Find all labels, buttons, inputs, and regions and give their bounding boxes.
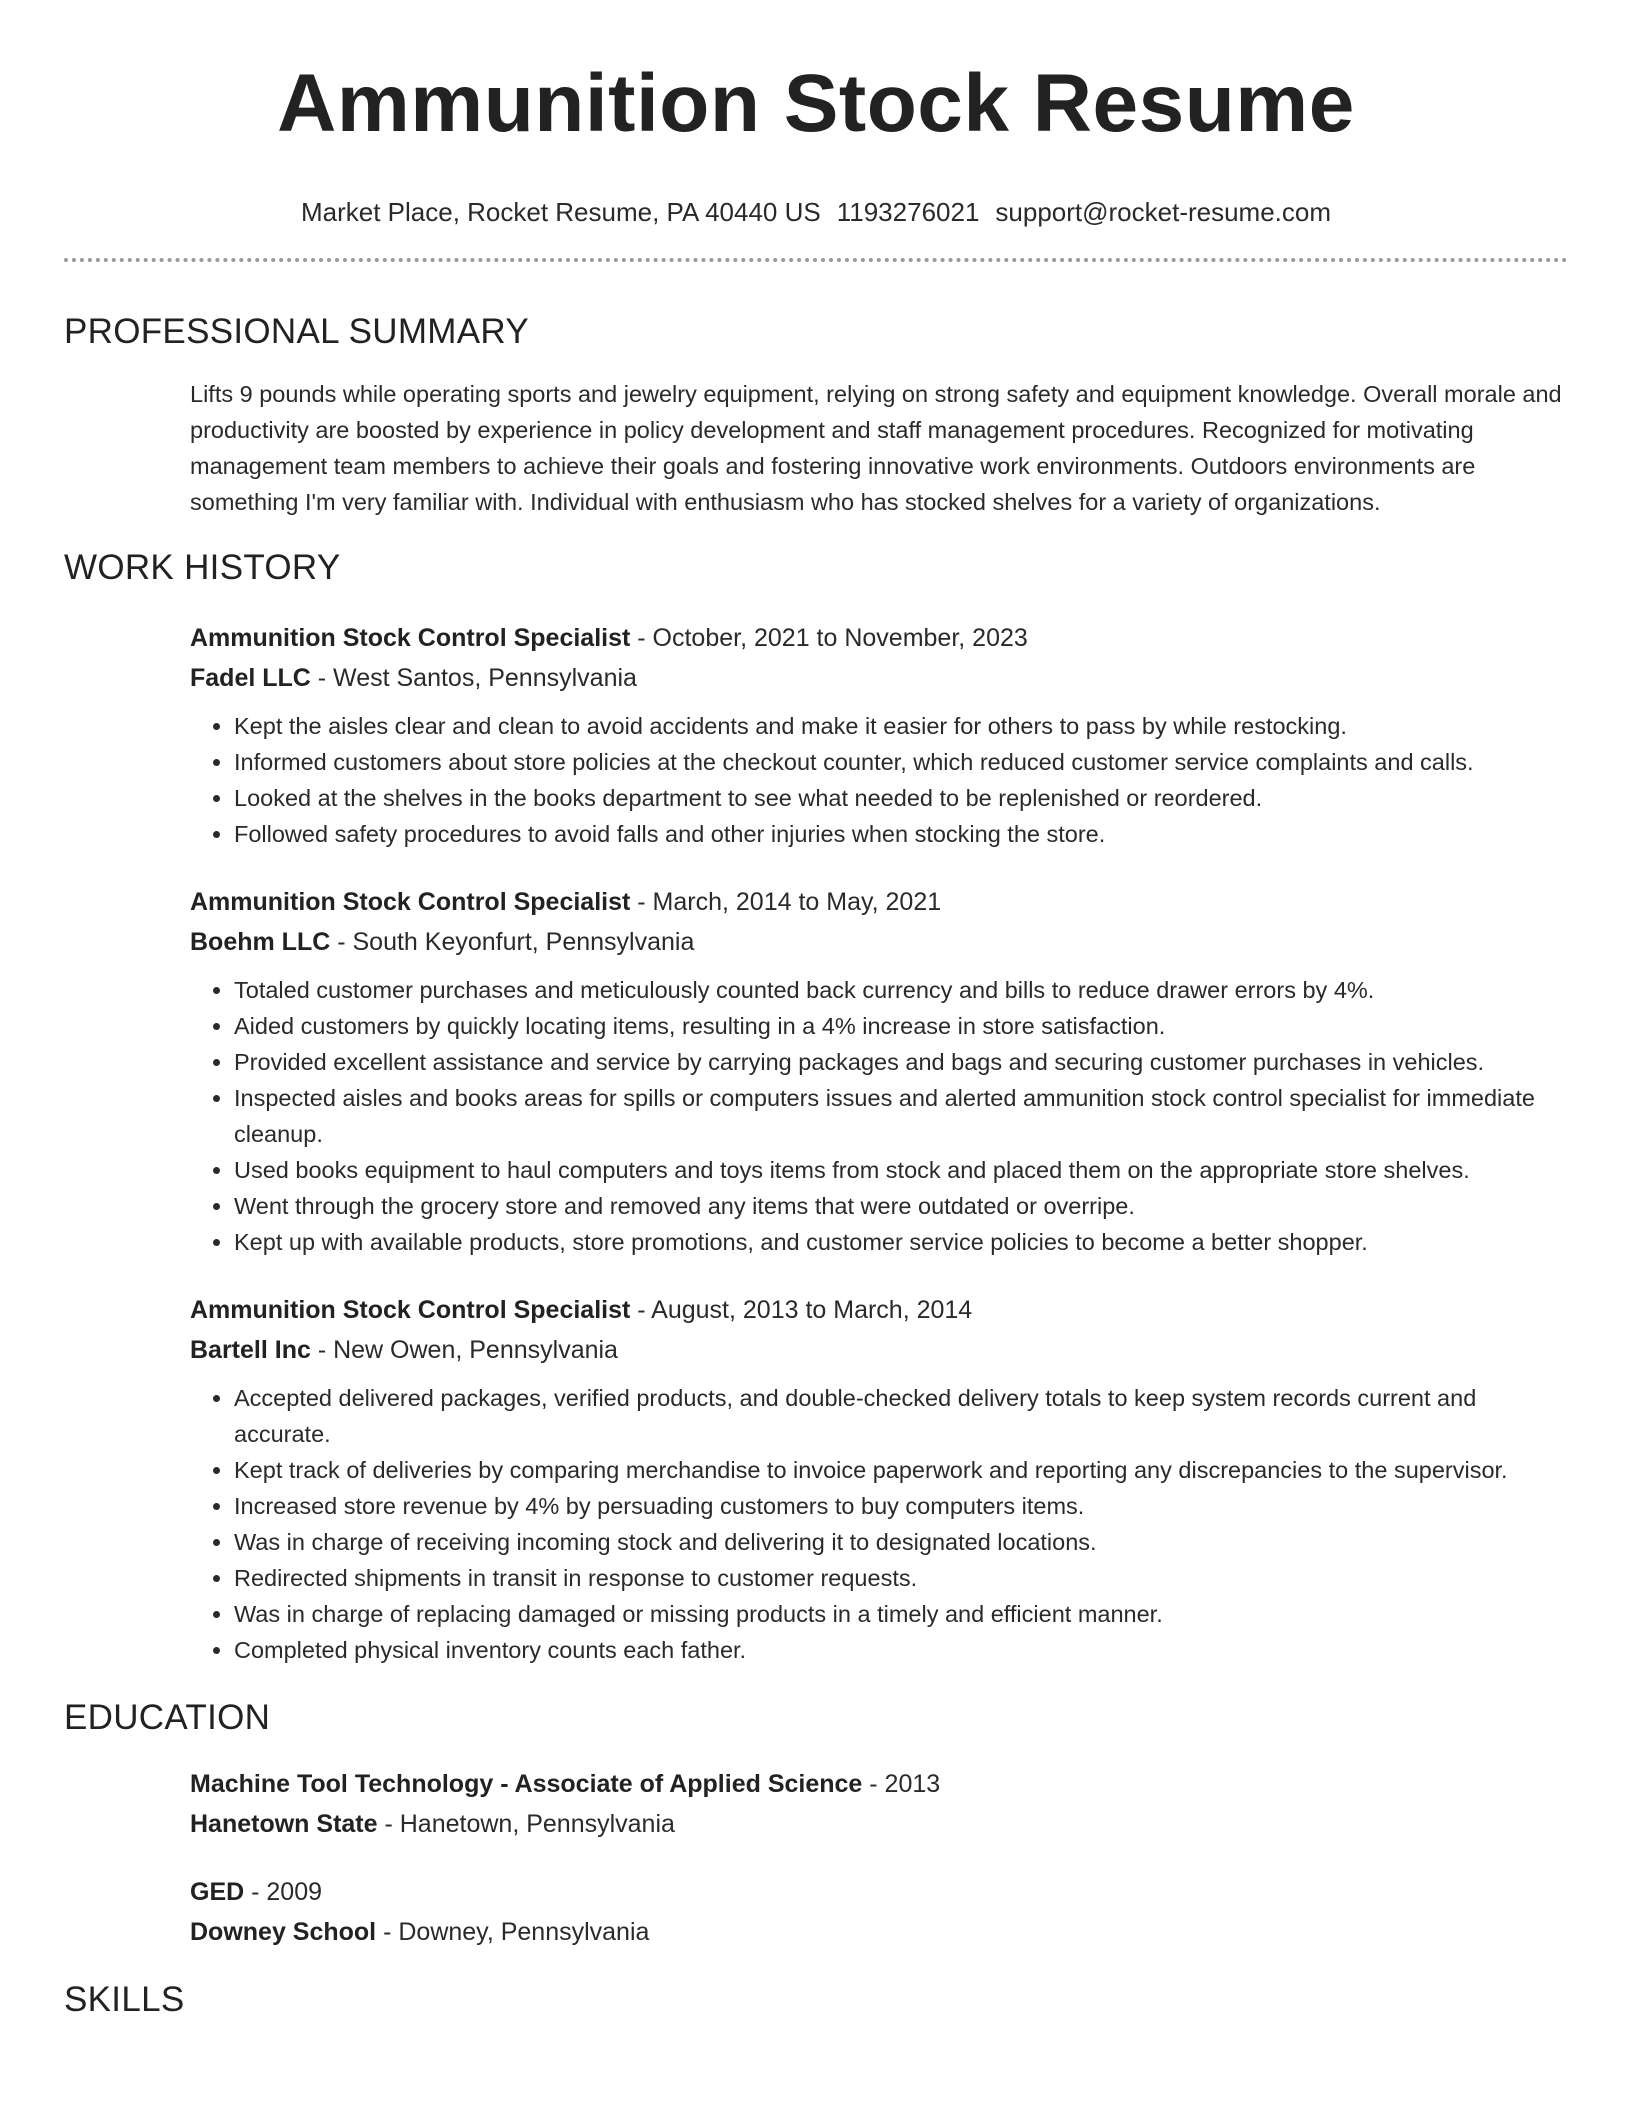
school-location: - Hanetown, Pennsylvania — [377, 1810, 675, 1838]
degree-year: - 2009 — [244, 1878, 323, 1906]
degree-line — [190, 1764, 1568, 1804]
summary-text: Lifts 9 pounds while operating sports and jewelry equipment, relying on strong safety and equipment knowledge. Overall morale and productivity are boosted by experience in policy development and staff management procedures. Recognized for motivating management team members to achieve their goals and fostering innovative work environments. Outdoors environments are something I'm very familiar with. Individual with enthusiasm who has stocked shelves for a variety of organizations. — [190, 381, 1562, 515]
job-dates: - October, 2021 to November, 2023 — [630, 624, 1028, 652]
jobs-list — [190, 618, 1568, 1668]
degree: GED — [190, 1878, 245, 1906]
job-location: - West Santos, Pennsylvania — [310, 664, 637, 692]
contact-phone: 1193276021 — [836, 197, 980, 227]
job-title-line — [190, 618, 1568, 658]
job-company: Fadel LLC — [190, 664, 311, 692]
education-heading: EDUCATION — [64, 1698, 271, 1737]
job-company-line — [190, 922, 1568, 962]
job-bullet: • Totaled customer purchases and meticulously counted back currency and bills to reduce drawer errors by 4%. — [234, 972, 1568, 1008]
job-bullet: • Increased store revenue by 4% by persuading customers to buy computers items. — [234, 1488, 1568, 1524]
job-bullet: • Aided customers by quickly locating items, resulting in a 4% increase in store satisfaction. — [234, 1008, 1568, 1044]
degree-line — [190, 1872, 1568, 1912]
job-title: Ammunition Stock Control Specialist — [190, 888, 631, 916]
job-company-line — [190, 1330, 1568, 1370]
job-entry — [190, 618, 1568, 852]
job-bullet: • Kept track of deliveries by comparing merchandise to invoice paperwork and reporting any discrepancies to the supervisor. — [234, 1452, 1568, 1488]
work-heading: WORK HISTORY — [64, 548, 341, 587]
school: Downey School — [190, 1918, 377, 1946]
job-title-line — [190, 882, 1568, 922]
job-bullet: • Kept the aisles clear and clean to avoid accidents and make it easier for others to pass by while restocking. — [234, 708, 1568, 744]
job-company-line — [190, 658, 1568, 698]
job-dates: - March, 2014 to May, 2021 — [630, 888, 942, 916]
summary-heading: PROFESSIONAL SUMMARY — [64, 312, 529, 351]
school-location: - Downey, Pennsylvania — [376, 1918, 650, 1946]
job-bullets — [190, 708, 1568, 852]
job-title: Ammunition Stock Control Specialist — [190, 1296, 631, 1324]
resume-name: Ammunition Stock Resume — [277, 58, 1355, 149]
job-dates: - August, 2013 to March, 2014 — [630, 1296, 973, 1324]
job-bullet: • Was in charge of replacing damaged or missing products in a timely and efficient manner. — [234, 1596, 1568, 1632]
job-bullet: • Followed safety procedures to avoid falls and other injuries when stocking the store. — [234, 816, 1568, 852]
job-bullet: • Inspected aisles and books areas for spills or computers issues and alerted ammunition stock control specialist for immediate cleanup. — [234, 1080, 1568, 1152]
job-location: - New Owen, Pennsylvania — [310, 1336, 618, 1364]
job-bullet: • Completed physical inventory counts each father. — [234, 1632, 1568, 1668]
contact-line — [64, 196, 1568, 228]
school: Hanetown State — [190, 1810, 378, 1838]
degree-year: - 2013 — [862, 1770, 941, 1798]
school-line — [190, 1912, 1568, 1952]
skills-section — [64, 1978, 1568, 2022]
job-bullet: • Informed customers about store policies at the checkout counter, which reduced customer service complaints and calls. — [234, 744, 1568, 780]
job-company: Bartell Inc — [190, 1336, 311, 1364]
contact-address: Market Place, Rocket Resume, PA 40440 US — [300, 197, 821, 227]
education-list — [190, 1764, 1568, 1952]
job-location: - South Keyonfurt, Pennsylvania — [330, 928, 695, 956]
job-title-line — [190, 1290, 1568, 1330]
header-divider — [64, 258, 1568, 262]
skills-heading: SKILLS — [64, 1980, 185, 2019]
contact-email: support@rocket-resume.com — [995, 197, 1332, 227]
job-entry — [190, 882, 1568, 1260]
degree: Machine Tool Technology - Associate of Applied Science — [190, 1770, 863, 1798]
job-bullet: • Accepted delivered packages, verified products, and double-checked delivery totals to keep system records current and accurate. — [234, 1380, 1568, 1452]
school-line — [190, 1804, 1568, 1844]
job-bullets — [190, 972, 1568, 1260]
job-company: Boehm LLC — [190, 928, 331, 956]
job-title: Ammunition Stock Control Specialist — [190, 624, 631, 652]
job-bullet: • Kept up with available products, store promotions, and customer service policies to become a better shopper. — [234, 1224, 1568, 1260]
job-bullet: • Looked at the shelves in the books department to see what needed to be replenished or reordered. — [234, 780, 1568, 816]
job-bullet: • Was in charge of receiving incoming stock and delivering it to designated locations. — [234, 1524, 1568, 1560]
work-section — [64, 546, 1568, 1668]
job-bullet: • Provided excellent assistance and service by carrying packages and bags and securing customer purchases in vehicles. — [234, 1044, 1568, 1080]
job-entry — [190, 1290, 1568, 1668]
education-entry — [190, 1872, 1568, 1952]
job-bullet: • Redirected shipments in transit in response to customer requests. — [234, 1560, 1568, 1596]
job-bullets — [190, 1380, 1568, 1668]
job-bullet: • Used books equipment to haul computers and toys items from stock and placed them on the appropriate store shelves. — [234, 1152, 1568, 1188]
education-section — [64, 1696, 1568, 1952]
education-entry — [190, 1764, 1568, 1844]
job-bullet: • Went through the grocery store and removed any items that were outdated or overripe. — [234, 1188, 1568, 1224]
summary-section — [64, 310, 1568, 520]
